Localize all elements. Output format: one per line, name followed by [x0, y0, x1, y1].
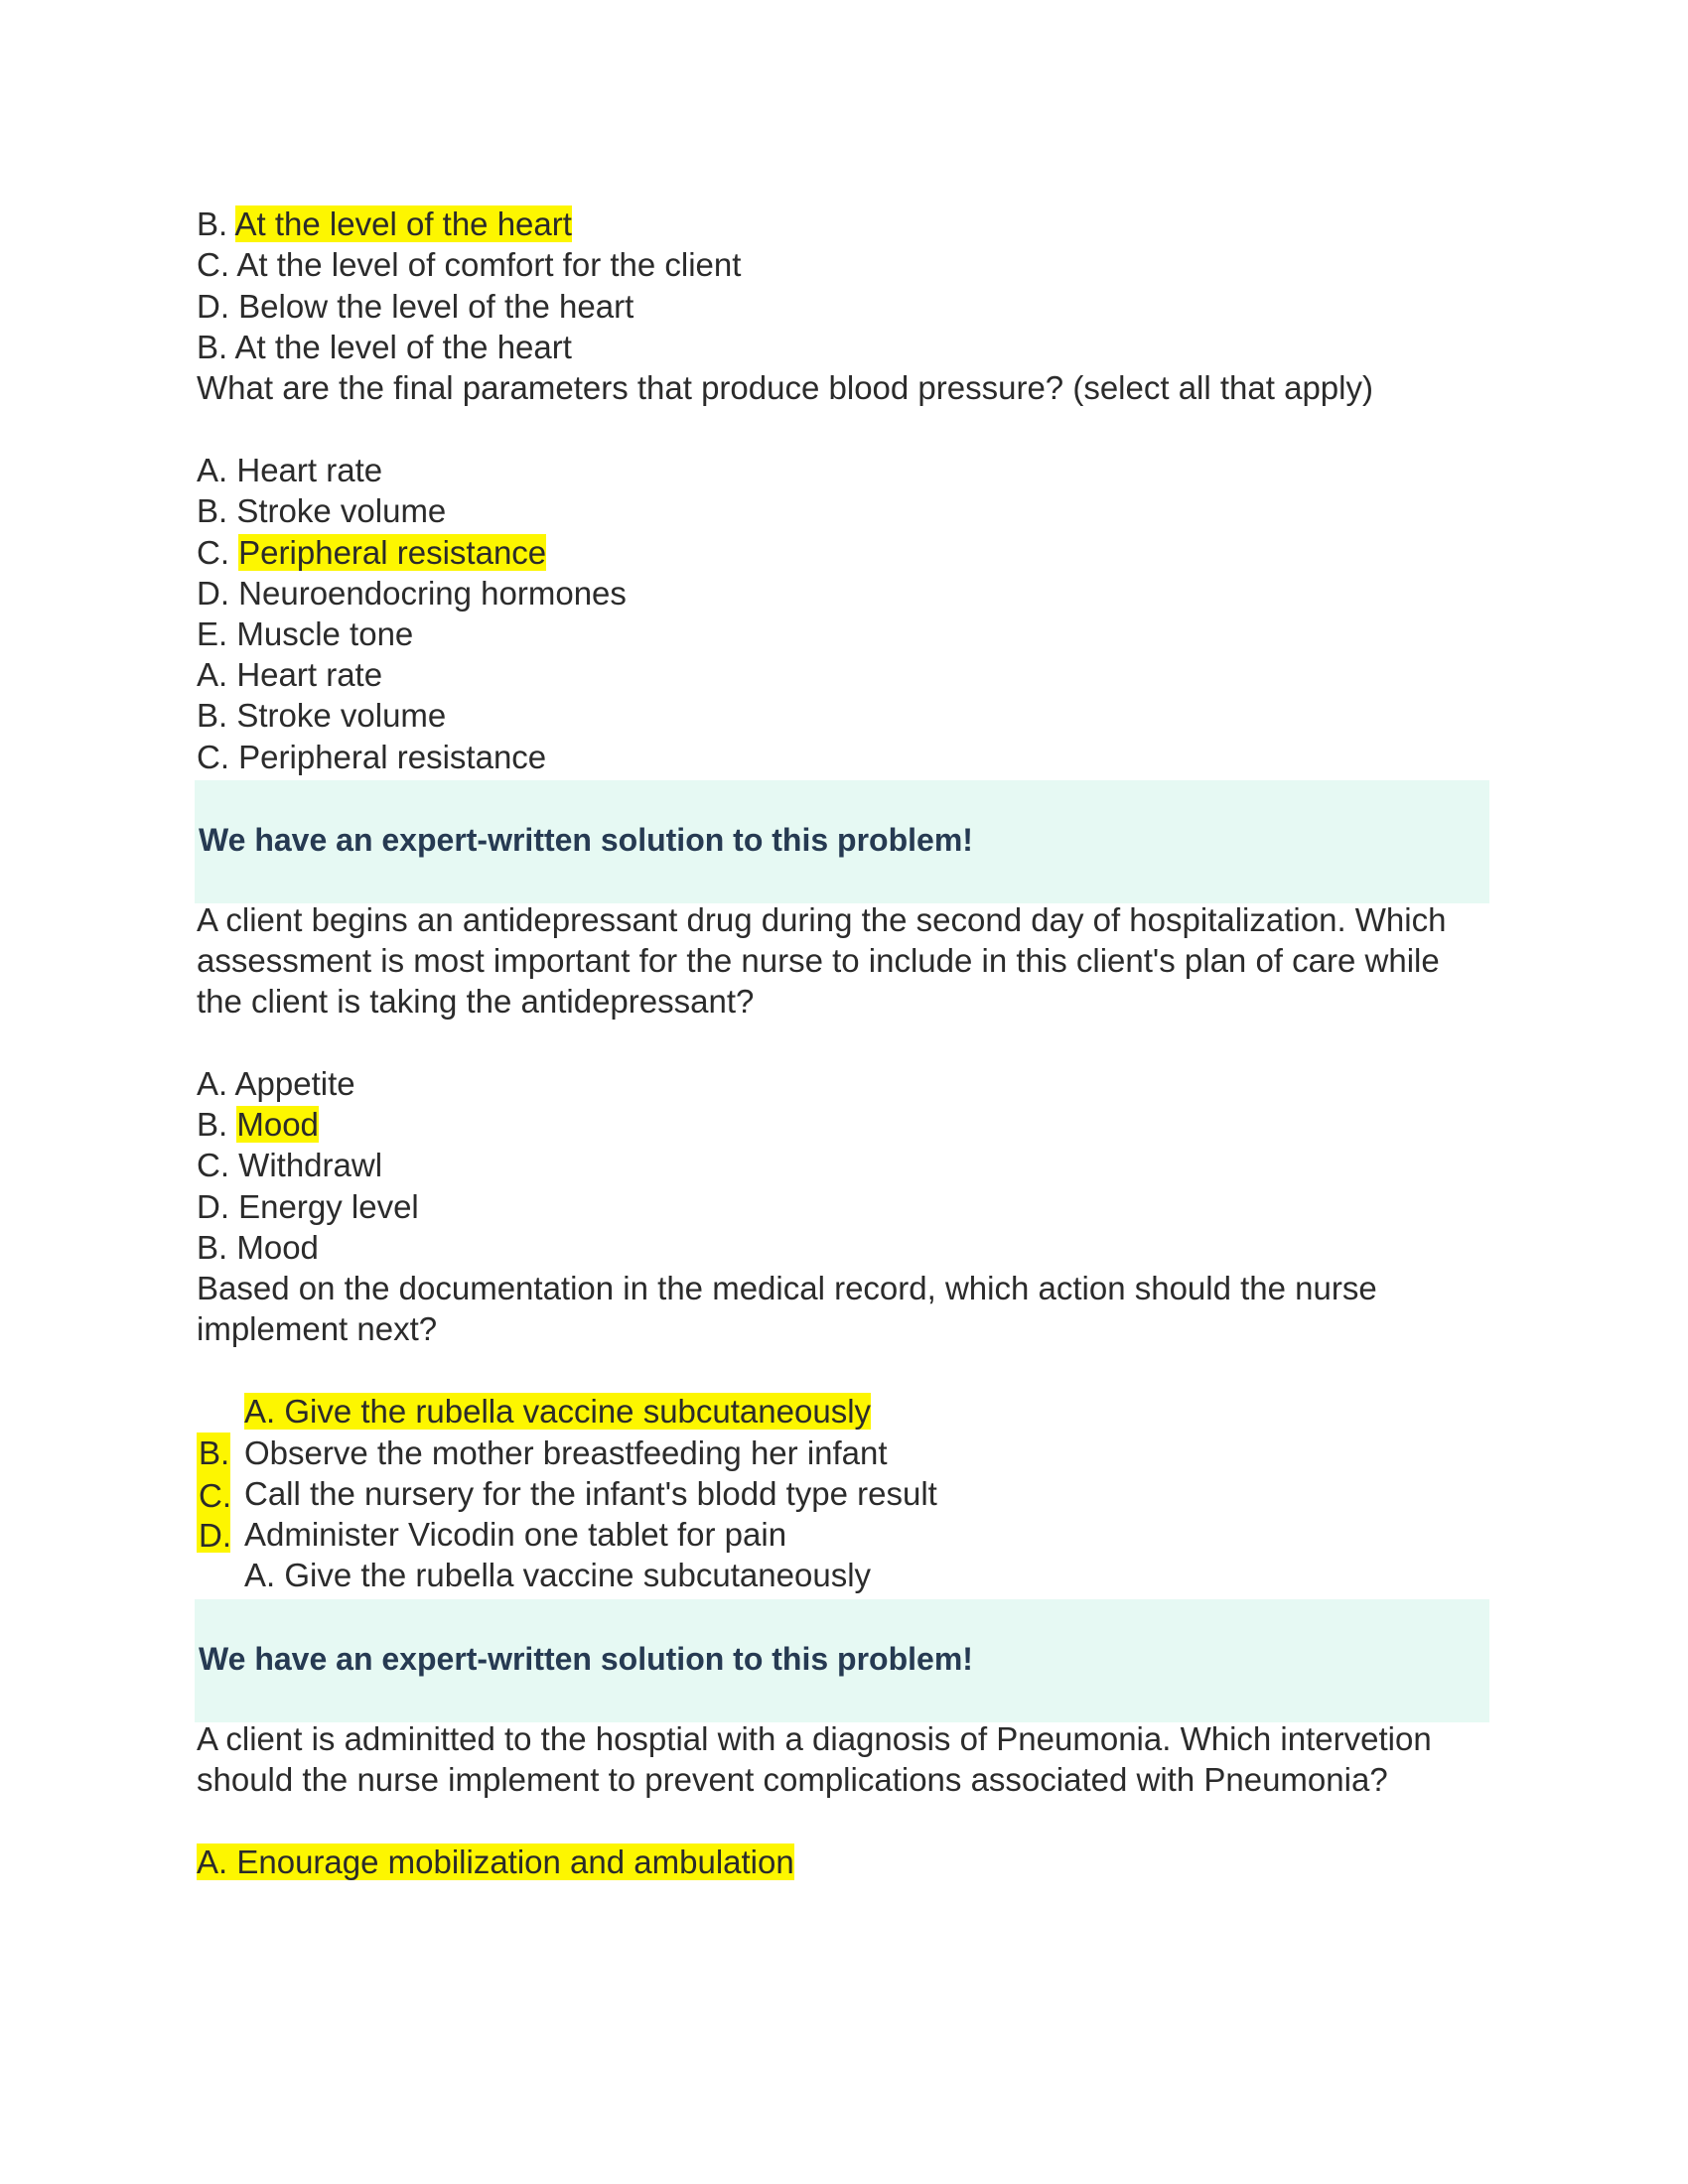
option-letter: C. — [199, 1477, 231, 1514]
option-letter: B. — [197, 1106, 237, 1143]
banner-text: We have an expert-written solution to this problem! — [199, 822, 973, 858]
option-text: Heart rate — [236, 452, 383, 488]
option-letter: D. — [199, 1517, 231, 1554]
option-text: Neuroendocring hormones — [238, 575, 627, 612]
option-letter: C. — [197, 534, 239, 571]
q3-option-d — [197, 1186, 419, 1227]
q4-option-c: Call the nursery for the infant's blodd type result — [244, 1475, 937, 1512]
q4-letter-column — [197, 1433, 230, 1553]
option-letter: D. — [197, 288, 239, 325]
q3-question-line-1: A client begins an antidepressant drug during the second day of hospitalization. Which — [197, 901, 1447, 938]
q3-option-b — [197, 1104, 319, 1145]
option-letter: C. — [197, 246, 237, 283]
q5-question-line-1: A client is adminitted to the hosptial with a diagnosis of Pneumonia. Which intervetion — [197, 1720, 1432, 1757]
banner-text: We have an expert-written solution to this problem! — [199, 1641, 973, 1677]
q3-question-line-3: the client is taking the antidepressant? — [197, 983, 755, 1020]
q4-option-d: Administer Vicodin one tablet for pain — [244, 1516, 787, 1553]
q5-answer — [197, 1842, 794, 1882]
q4-answer: A. Give the rubella vaccine subcutaneously — [244, 1557, 872, 1593]
q2-option-c — [197, 532, 546, 573]
q3-option-a — [197, 1063, 355, 1104]
option-letter: C. — [197, 1147, 239, 1183]
q4-option-b: Observe the mother breastfeeding her infant — [244, 1434, 888, 1471]
highlighted-answer: At the level of the heart — [234, 205, 572, 242]
q2-option-d — [197, 573, 627, 614]
option-letter: A. — [197, 452, 237, 488]
option-letter: D. — [197, 575, 239, 612]
option-text: Muscle tone — [236, 615, 414, 652]
q4-question-line-2: implement next? — [197, 1310, 438, 1347]
option-letter: D. — [197, 1188, 239, 1225]
option-letter: B. — [197, 205, 235, 242]
q2-answer-1: A. Heart rate — [197, 656, 383, 693]
highlighted-answer: A. Give the rubella vaccine subcutaneously — [244, 1393, 872, 1430]
q1-option-c — [197, 244, 741, 285]
q1-option-b — [197, 204, 572, 244]
option-letter: B. — [199, 1434, 230, 1471]
highlighted-answer: A. Enourage mobilization and ambulation — [197, 1843, 794, 1880]
q3-option-c — [197, 1145, 382, 1185]
highlighted-answer: Peripheral resistance — [238, 534, 547, 571]
highlighted-answer: Mood — [236, 1106, 319, 1143]
q3-answer: B. Mood — [197, 1229, 319, 1266]
q2-option-e — [197, 614, 413, 654]
option-text: At the level of comfort for the client — [236, 246, 742, 283]
expert-solution-banner[interactable] — [195, 1599, 1489, 1722]
q2-option-a — [197, 450, 382, 490]
q2-answer-2: B. Stroke volume — [197, 697, 447, 734]
option-letter: E. — [197, 615, 237, 652]
option-text: Energy level — [238, 1188, 419, 1225]
q2-option-b — [197, 490, 446, 531]
option-text: Withdrawl — [238, 1147, 383, 1183]
option-letter: A. — [197, 1065, 235, 1102]
q1-answer: B. At the level of the heart — [197, 329, 572, 365]
q4-option-a — [244, 1391, 871, 1432]
q2-answer-3: C. Peripheral resistance — [197, 739, 547, 775]
q5-question-line-2: should the nurse implement to prevent complications associated with Pneumonia? — [197, 1761, 1388, 1798]
option-letter: B. — [197, 492, 237, 529]
q1-option-d — [197, 286, 633, 327]
option-text: Stroke volume — [236, 492, 447, 529]
option-text: Below the level of the heart — [238, 288, 634, 325]
q3-question-line-2: assessment is most important for the nurse to include in this client's plan of care while — [197, 942, 1440, 979]
q4-question-line-1: Based on the documentation in the medical record, which action should the nurse — [197, 1270, 1377, 1306]
q2-question: What are the final parameters that produce blood pressure? (select all that apply) — [197, 369, 1373, 406]
option-text: Appetite — [234, 1065, 355, 1102]
expert-solution-banner[interactable] — [195, 780, 1489, 903]
